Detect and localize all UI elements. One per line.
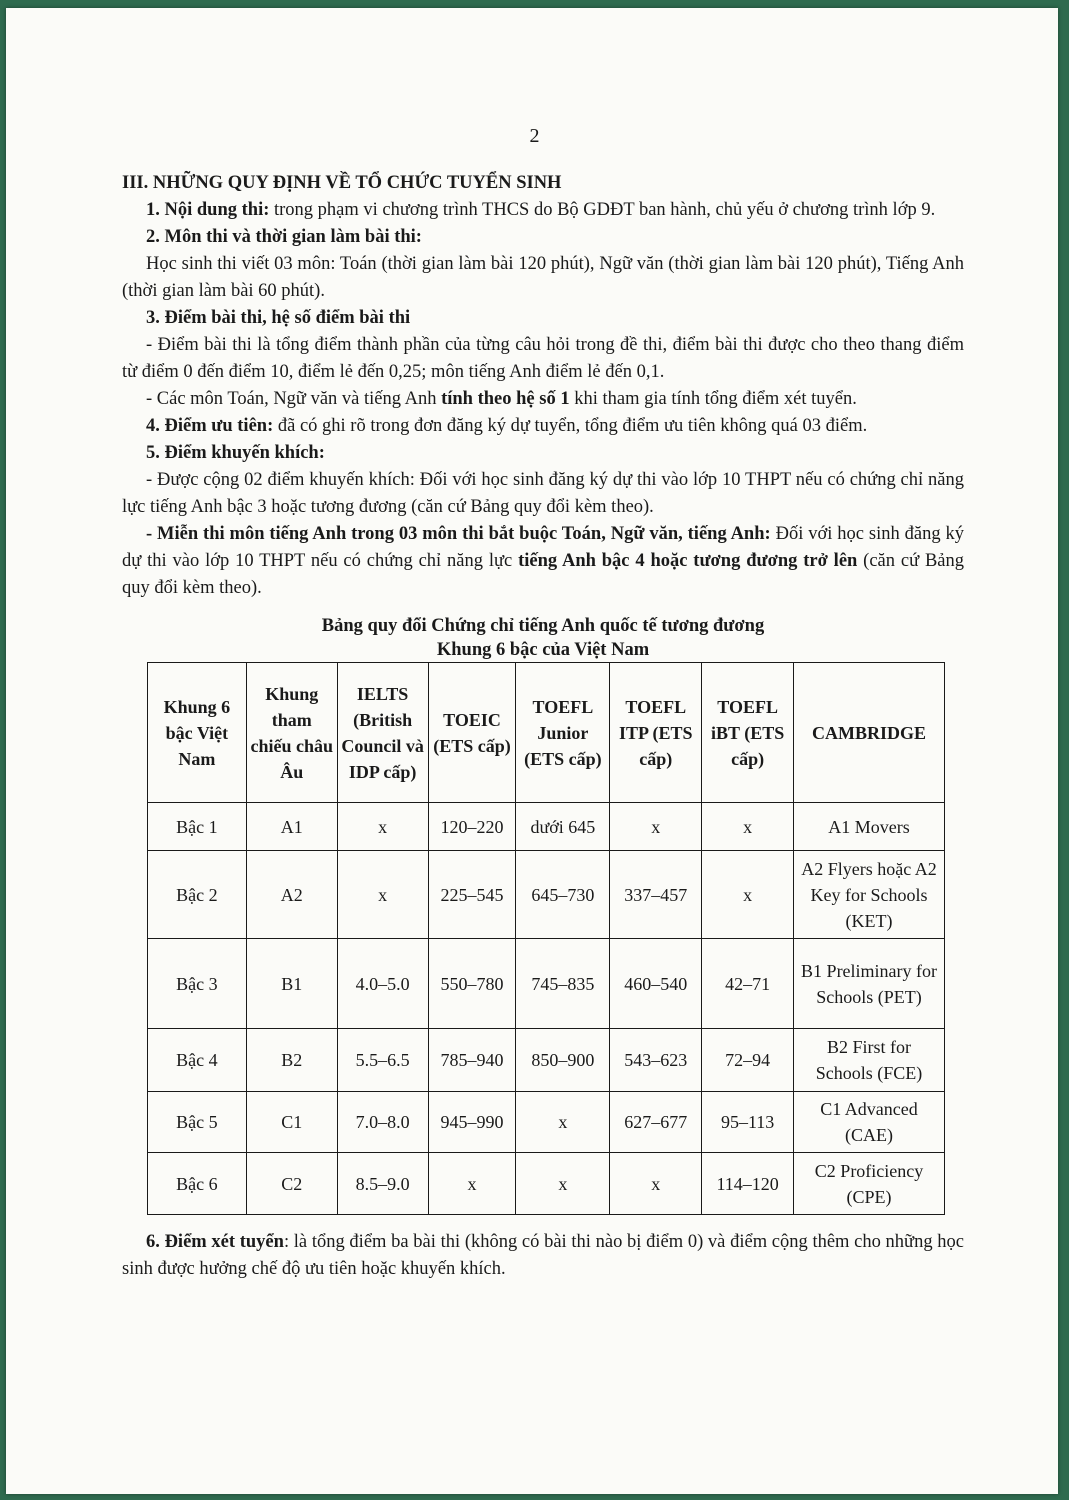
table-cell: 4.0–5.0 <box>337 939 428 1029</box>
item-3-label-text: 3. Điểm bài thi, hệ số điểm bài thi <box>146 308 411 328</box>
header-cell: TOEFL ITP (ETS cấp) <box>610 663 702 803</box>
item-1-text: trong phạm vi chương trình THCS do Bộ GDĐT ban hành, chủ yếu ở chương trình lớp 9. <box>269 200 936 220</box>
table-cell: Bậc 6 <box>148 1153 247 1215</box>
table-cell: 945–990 <box>428 1092 516 1153</box>
table-cell: C2 Proficiency (CPE) <box>794 1153 945 1215</box>
item-5-bullet-2-a: - Miễn thi môn tiếng Anh trong 03 môn thi bắt buộc Toán, Ngữ văn, tiếng Anh: <box>146 524 771 544</box>
table-cell: A2 <box>246 851 337 939</box>
header-cell: TOEIC (ETS cấp) <box>428 663 516 803</box>
table-cell: 114–120 <box>702 1153 794 1215</box>
table-cell: Bậc 3 <box>148 939 247 1029</box>
table-cell: 785–940 <box>428 1029 516 1092</box>
table-row <box>148 1029 945 1092</box>
table-cell: B1 <box>246 939 337 1029</box>
table-cell: B2 First for Schools (FCE) <box>794 1029 945 1092</box>
table-cell: x <box>702 851 794 939</box>
table-cell: 72–94 <box>702 1029 794 1092</box>
table-cell: x <box>428 1153 516 1215</box>
table-cell: A1 Movers <box>794 803 945 851</box>
table-cell: C1 Advanced (CAE) <box>794 1092 945 1153</box>
table-row <box>148 939 945 1029</box>
item-1 <box>122 197 964 224</box>
table-cell: x <box>516 1153 610 1215</box>
header-cell: Khung tham chiếu châu Âu <box>246 663 337 803</box>
table-cell: 627–677 <box>610 1092 702 1153</box>
table-cell: Bậc 4 <box>148 1029 247 1092</box>
item-5-bullet-2-b: Đối với học sinh đăng ký dự thi vào lớp 10 THPT nếu có chứng chỉ năng lực <box>122 524 964 571</box>
table-cell: x <box>337 803 428 851</box>
header-cell: IELTS (British Council và IDP cấp) <box>337 663 428 803</box>
table-cell: C1 <box>246 1092 337 1153</box>
item-5-bullet-2 <box>122 521 964 602</box>
item-3-bullet-2 <box>122 386 964 413</box>
table-cell: 95–113 <box>702 1092 794 1153</box>
section-title: III. NHỮNG QUY ĐỊNH VỀ TỔ CHỨC TUYỂN SINH <box>122 173 562 193</box>
table-cell: A1 <box>246 803 337 851</box>
table-cell: x <box>610 803 702 851</box>
page-number: 2 <box>529 125 540 147</box>
table-cell: x <box>337 851 428 939</box>
item-2-label <box>122 224 964 251</box>
item-4-label: 4. Điểm ưu tiên: <box>146 416 274 436</box>
table-cell: Bậc 1 <box>148 803 247 851</box>
conversion-table <box>147 662 945 1215</box>
item-6-text: : là tổng điểm ba bài thi (không có bài thi nào bị điểm 0) và điểm cộng thêm cho những học sinh được hưởng chế độ ưu tiên hoặc khuyến khích. <box>122 1232 964 1279</box>
item-4-text: đã có ghi rõ trong đơn đăng ký dự tuyển, tổng điểm ưu tiên không quá 03 điểm. <box>273 416 868 436</box>
table-row <box>148 851 945 939</box>
table-row <box>148 803 945 851</box>
table-cell: 120–220 <box>428 803 516 851</box>
table-header-row <box>148 663 945 803</box>
table-cell: x <box>516 1092 610 1153</box>
table-cell: 337–457 <box>610 851 702 939</box>
item-5-label <box>122 440 964 467</box>
table-row <box>148 1153 945 1215</box>
item-3-label <box>122 305 964 332</box>
table-cell: 460–540 <box>610 939 702 1029</box>
table-cell: 8.5–9.0 <box>337 1153 428 1215</box>
table-cell: 645–730 <box>516 851 610 939</box>
item-3-bullet-2-b: tính theo hệ số 1 <box>441 389 570 409</box>
item-2-text: Học sinh thi viết 03 môn: Toán (thời gian làm bài 120 phút), Ngữ văn (thời gian làm bài 120 phút), Tiếng Anh (thời gian làm bài 60 phút). <box>122 254 964 301</box>
table-cell: 5.5–6.5 <box>337 1029 428 1092</box>
table-title-line-2: Khung 6 bậc của Việt Nam <box>436 640 650 660</box>
table-cell: A2 Flyers hoặc A2 Key for Schools (KET) <box>794 851 945 939</box>
item-3-bullet-1: - Điểm bài thi là tổng điểm thành phần của từng câu hỏi trong đề thi, điểm bài thi được cho theo thang điểm từ điểm 0 đến điểm 10, điểm lẻ đến 0,25; môn tiếng Anh điểm lẻ đến 0,1. <box>122 335 964 382</box>
table-cell: Bậc 2 <box>148 851 247 939</box>
table-cell: x <box>702 803 794 851</box>
item-6 <box>122 1229 964 1283</box>
item-3-bullet-2-c: khi tham gia tính tổng điểm xét tuyển. <box>569 389 857 409</box>
table-cell: Bậc 5 <box>148 1092 247 1153</box>
table-cell: B2 <box>246 1029 337 1092</box>
item-6-label: 6. Điểm xét tuyển <box>146 1232 284 1252</box>
item-1-label: 1. Nội dung thi: <box>146 200 270 220</box>
table-cell: 550–780 <box>428 939 516 1029</box>
table-cell: 543–623 <box>610 1029 702 1092</box>
table-cell: 7.0–8.0 <box>337 1092 428 1153</box>
table-cell: x <box>610 1153 702 1215</box>
item-5-bullet-2-c: tiếng Anh bậc 4 hoặc tương đương trở lên <box>518 551 858 571</box>
item-5-bullet-2-d: (căn cứ Bảng quy đổi kèm theo). <box>122 551 964 598</box>
table-cell: 42–71 <box>702 939 794 1029</box>
table-cell: 745–835 <box>516 939 610 1029</box>
header-cell: CAMBRIDGE <box>794 663 945 803</box>
header-cell: TOEFL iBT (ETS cấp) <box>702 663 794 803</box>
item-4 <box>122 413 964 440</box>
header-cell: Khung 6 bậc Việt Nam <box>148 663 247 803</box>
document-body <box>122 170 964 1283</box>
table-row <box>148 1092 945 1153</box>
item-2-label-text: 2. Môn thi và thời gian làm bài thi: <box>146 227 422 247</box>
table-cell: B1 Preliminary for Schools (PET) <box>794 939 945 1029</box>
item-3-bullet-2-a: - Các môn Toán, Ngữ văn và tiếng Anh <box>146 389 442 409</box>
item-5-bullet-1: - Được cộng 02 điểm khuyến khích: Đối với học sinh đăng ký dự thi vào lớp 10 THPT nếu có chứng chỉ năng lực tiếng Anh bậc 3 hoặc tương đương (căn cứ Bảng quy đổi kèm theo). <box>122 470 964 517</box>
table-title <box>122 614 964 662</box>
table-cell: C2 <box>246 1153 337 1215</box>
table-cell: 850–900 <box>516 1029 610 1092</box>
item-5-label-text: 5. Điểm khuyến khích: <box>146 443 325 463</box>
header-cell: TOEFL Junior (ETS cấp) <box>516 663 610 803</box>
table-title-line-1: Bảng quy đổi Chứng chỉ tiếng Anh quốc tế tương đương <box>321 616 765 636</box>
table-cell: 225–545 <box>428 851 516 939</box>
table-cell: dưới 645 <box>516 803 610 851</box>
